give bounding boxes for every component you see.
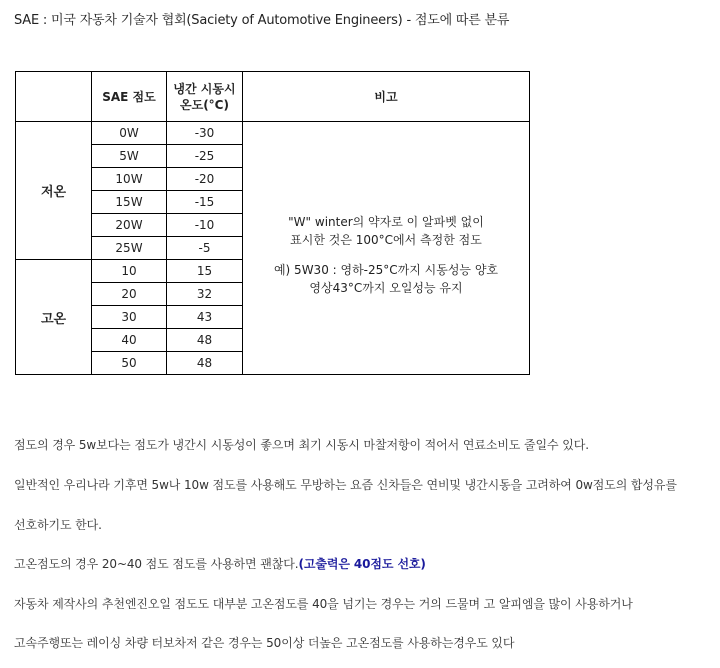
header-cold-start-line1: 냉간 시동시 <box>173 81 236 96</box>
temp-cell: 15 <box>167 260 243 283</box>
paragraph: 점도의 경우 5w보다는 점도가 냉간시 시동성이 좋으며 최기 시동시 마찰저항이 적어서 연료소비도 줄일수 있다. <box>14 438 589 452</box>
temp-cell: 43 <box>167 306 243 329</box>
remark-spacer <box>243 249 529 261</box>
grade-cell: 5W <box>92 145 167 168</box>
remark-line: 예) 5W30 : 영하-25°C까지 시동성능 양호 <box>273 263 499 277</box>
table-header-row <box>16 72 530 122</box>
group-label-low-temp: 저온 <box>16 122 92 260</box>
temp-cell: -15 <box>167 191 243 214</box>
paragraph: 선호하기도 한다. <box>14 518 102 532</box>
grade-cell: 50 <box>92 352 167 375</box>
header-cold-start-line2: 온도(°C) <box>180 97 229 112</box>
paragraph: 자동차 제작사의 추천엔진오일 점도도 대부분 고온점도를 40을 넘기는 경우는 거의 드물며 고 알피엠을 많이 사용하거나 <box>14 597 633 611</box>
temp-cell: 48 <box>167 352 243 375</box>
temp-cell: -20 <box>167 168 243 191</box>
header-remarks: 비고 <box>243 72 530 122</box>
paragraph <box>14 555 426 572</box>
grade-cell: 0W <box>92 122 167 145</box>
paragraph: 일반적인 우리나라 기후면 5w나 10w 점도를 사용해도 무방하는 요즘 신차들은 연비및 냉간시동을 고려하여 0w점도의 합성유를 <box>14 478 677 492</box>
grade-cell: 30 <box>92 306 167 329</box>
temp-cell: 32 <box>167 283 243 306</box>
paragraph-text: 고온점도의 경우 20~40 점도 점도를 사용하면 괜찮다. <box>14 557 299 571</box>
grade-cell: 20 <box>92 283 167 306</box>
grade-cell: 40 <box>92 329 167 352</box>
temp-cell: -30 <box>167 122 243 145</box>
grade-cell: 10W <box>92 168 167 191</box>
temp-cell: -5 <box>167 237 243 260</box>
header-cold-start-temp <box>167 72 243 122</box>
remark-line: 영상43°C까지 오일성능 유지 <box>309 281 463 295</box>
grade-cell: 10 <box>92 260 167 283</box>
remark-line: 표시한 것은 100°C에서 측정한 점도 <box>290 233 482 247</box>
viscosity-table <box>15 71 530 375</box>
grade-cell: 15W <box>92 191 167 214</box>
emphasis-note: (고출력은 40점도 선호) <box>298 557 426 571</box>
table-row <box>16 122 530 145</box>
page-heading: SAE : 미국 자동차 기술자 협회(Saciety of Automotive Engineers) - 점도에 따른 분류 <box>14 13 510 28</box>
header-sae-grade: SAE 점도 <box>92 72 167 122</box>
header-empty <box>16 72 92 122</box>
group-label-high-temp: 고온 <box>16 260 92 375</box>
grade-cell: 25W <box>92 237 167 260</box>
grade-cell: 20W <box>92 214 167 237</box>
temp-cell: -25 <box>167 145 243 168</box>
remarks-cell <box>243 122 530 375</box>
paragraph: 고속주행또는 레이싱 차량 터보차저 같은 경우는 50이상 더높은 고온점도를 사용하는경우도 있다 <box>14 636 515 650</box>
temp-cell: -10 <box>167 214 243 237</box>
remark-line: "W" winter의 약자로 이 알파벳 없이 <box>288 215 484 229</box>
temp-cell: 48 <box>167 329 243 352</box>
